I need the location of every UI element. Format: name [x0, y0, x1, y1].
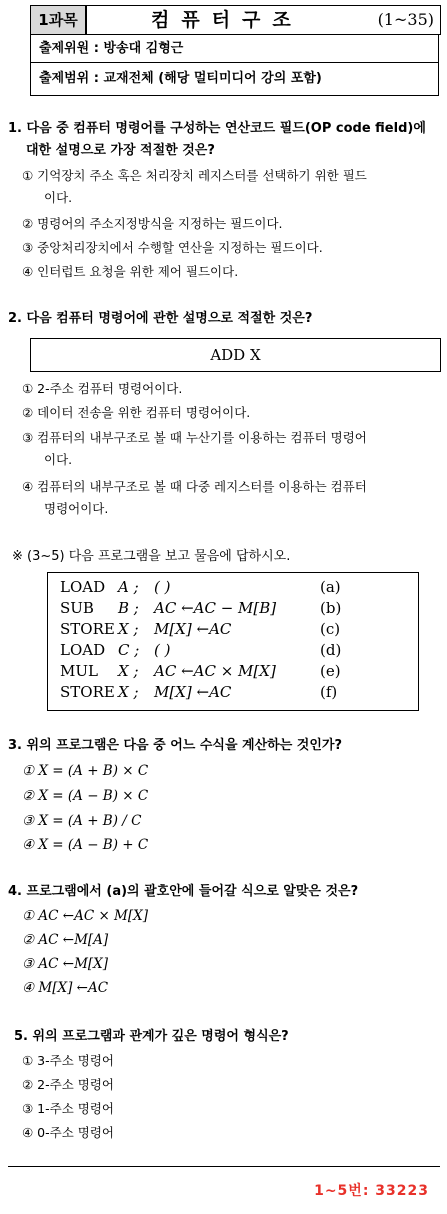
program-arg: X ; — [118, 683, 139, 701]
q1-option-3[interactable]: ③ 중앙처리장치에서 수행할 연산을 지정하는 필드이다. — [22, 240, 323, 255]
program-box — [47, 572, 419, 711]
q1-option-2[interactable]: ② 명령어의 주소지정방식을 지정하는 필드이다. — [22, 216, 283, 231]
q3-option-4[interactable]: ④ X = (A − B) + C — [22, 837, 149, 853]
program-expr: AC ←AC − M[B] — [154, 599, 277, 617]
program-expr: ( ) — [154, 578, 171, 596]
program-line — [60, 661, 341, 682]
q1-option-1-cont: 이다. — [44, 190, 73, 205]
q4-option-4[interactable]: ④ M[X] ←AC — [22, 980, 109, 996]
program-note: ※ (3~5) 다음 프로그램을 보고 물음에 답하시오. — [12, 549, 291, 564]
program-op: LOAD — [60, 641, 106, 659]
question-range: (1~35) — [377, 10, 434, 29]
q1-option-4[interactable]: ④ 인터럽트 요청을 위한 제어 필드이다. — [22, 264, 239, 279]
program-arg: X ; — [118, 620, 139, 638]
q3-option-1[interactable]: ① X = (A + B) × C — [22, 763, 149, 779]
subject-label: 1과목 — [31, 6, 87, 34]
q4-option-2[interactable]: ② AC ←M[A] — [22, 932, 109, 948]
program-expr: M[X] ←AC — [154, 620, 232, 638]
q5-option-1[interactable]: ① 3-주소 명령어 — [22, 1053, 114, 1068]
answer-key: 1~5번: 33223 — [314, 1183, 429, 1199]
scope-line: 출제범위 : 교재전체 (해당 멀티미디어 강의 포함) — [30, 63, 439, 96]
page-title: 컴퓨터구조 — [151, 9, 303, 31]
program-line — [60, 598, 341, 619]
q1-title-line1: 1. 다음 중 컴퓨터 명령어를 구성하는 연산코드 필드(OP code field)에 — [8, 121, 426, 136]
q4-option-1[interactable]: ① AC ←AC × M[X] — [22, 908, 149, 924]
header-title-row — [30, 5, 441, 35]
exam-header — [30, 5, 441, 97]
program-line — [60, 619, 340, 640]
program-line — [60, 577, 341, 598]
instruction-box: ADD X — [30, 338, 441, 372]
q2-option-3[interactable]: ③ 컴퓨터의 내부구조로 볼 때 누산기를 이용하는 컴퓨터 명령어 — [22, 430, 367, 445]
program-arg: A ; — [118, 578, 139, 596]
program-op: STORE — [60, 683, 115, 701]
program-op: LOAD — [60, 578, 106, 596]
program-expr: ( ) — [154, 641, 171, 659]
program-op: MUL — [60, 662, 98, 680]
q5-option-4[interactable]: ④ 0-주소 명령어 — [22, 1125, 114, 1140]
q2-title: 2. 다음 컴퓨터 명령어에 관한 설명으로 적절한 것은? — [8, 311, 313, 326]
q3-option-2[interactable]: ② X = (A − B) × C — [22, 788, 149, 804]
q2-option-4[interactable]: ④ 컴퓨터의 내부구조로 볼 때 다중 레지스터를 이용하는 컴퓨터 — [22, 479, 367, 494]
q3-option-3[interactable]: ③ X = (A + B) / C — [22, 813, 142, 829]
authors-line: 출제위원 : 방송대 김형근 — [30, 35, 439, 63]
program-label: (a) — [320, 578, 341, 596]
program-arg: C ; — [118, 641, 140, 659]
program-op: SUB — [60, 599, 94, 617]
program-expr: AC ←AC × M[X] — [154, 662, 276, 680]
program-label: (c) — [320, 620, 341, 638]
program-label: (f) — [320, 683, 338, 701]
program-expr: M[X] ←AC — [154, 683, 232, 701]
program-label: (e) — [320, 662, 341, 680]
q2-option-3-cont: 이다. — [44, 452, 73, 467]
q5-title: 5. 위의 프로그램과 관계가 깊은 명령어 형식은? — [14, 1029, 289, 1044]
q3-title: 3. 위의 프로그램은 다음 중 어느 수식을 계산하는 것인가? — [8, 738, 343, 753]
program-label: (d) — [320, 641, 342, 659]
q2-option-2[interactable]: ② 데이터 전송을 위한 컴퓨터 명령어이다. — [22, 405, 251, 420]
program-arg: B ; — [118, 599, 139, 617]
program-op: STORE — [60, 620, 115, 638]
q2-option-4-cont: 명령어이다. — [44, 501, 109, 516]
q4-title: 4. 프로그램에서 (a)의 괄호안에 들어갈 식으로 알맞은 것은? — [8, 884, 359, 899]
q4-option-3[interactable]: ③ AC ←M[X] — [22, 956, 109, 972]
program-line — [60, 682, 337, 703]
q1-title-line2: 대한 설명으로 가장 적절한 것은? — [26, 143, 215, 158]
program-label: (b) — [320, 599, 342, 617]
q5-option-3[interactable]: ③ 1-주소 명령어 — [22, 1101, 114, 1116]
program-line — [60, 640, 341, 661]
q2-option-1[interactable]: ① 2-주소 컴퓨터 명령어이다. — [22, 381, 183, 396]
program-arg: X ; — [118, 662, 139, 680]
q1-option-1[interactable]: ① 기억장치 주소 혹은 처리장치 레지스터를 선택하기 위한 필드 — [22, 168, 367, 183]
footer-divider — [8, 1166, 440, 1167]
q5-option-2[interactable]: ② 2-주소 명령어 — [22, 1077, 114, 1092]
